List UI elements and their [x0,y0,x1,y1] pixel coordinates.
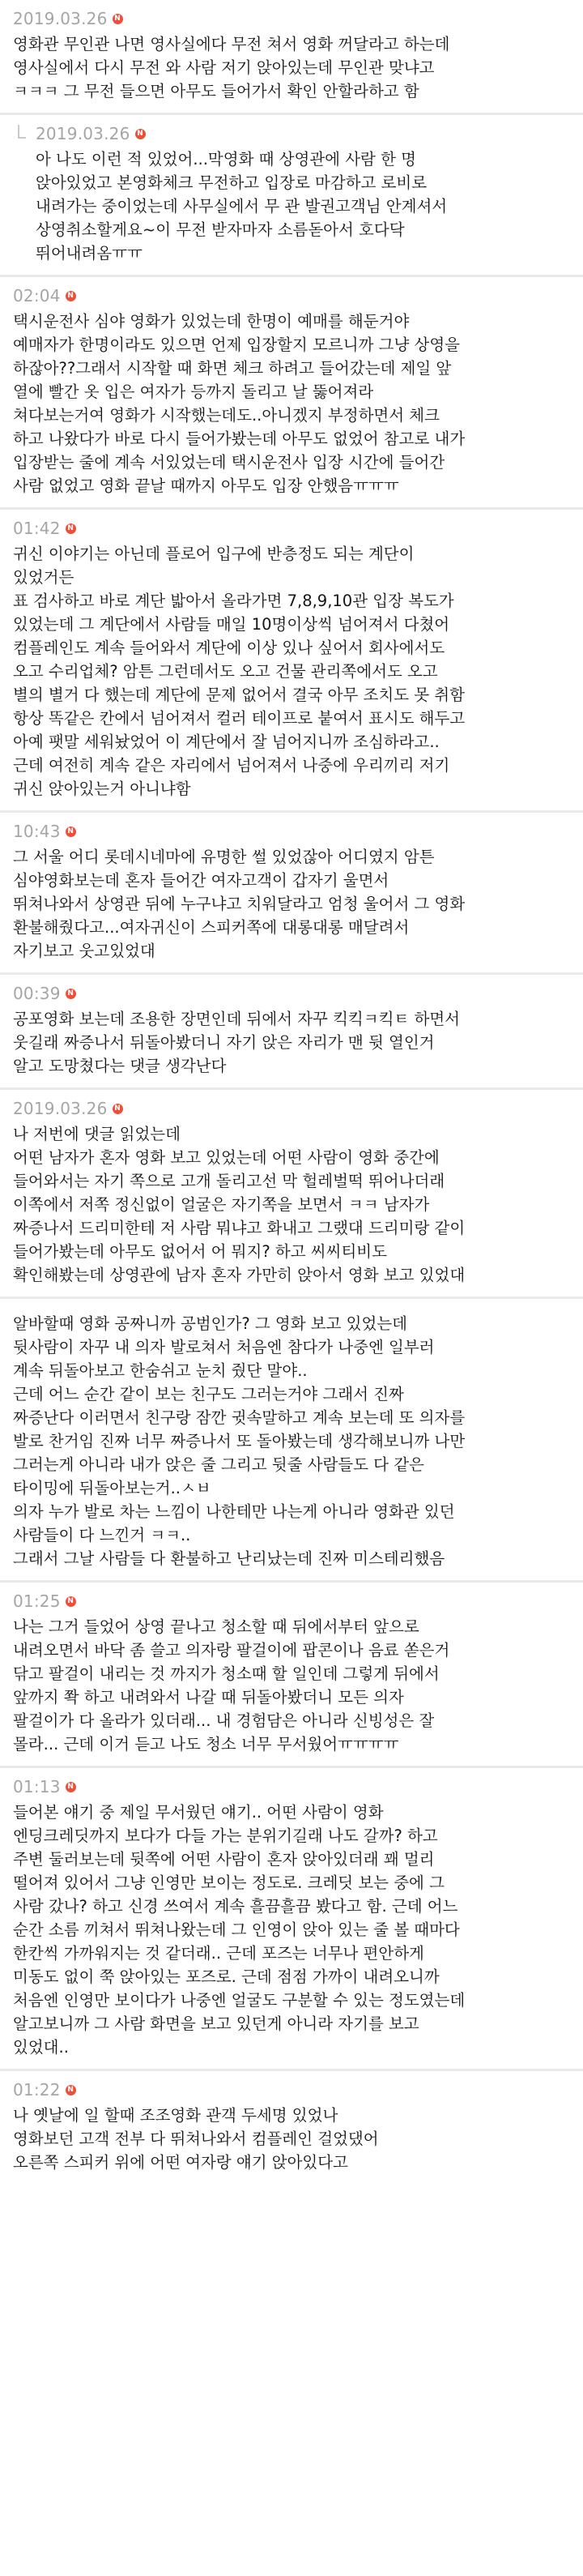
new-badge-icon: N [66,2085,76,2095]
new-badge-icon: N [66,1782,76,1792]
comment-meta [13,1776,570,1797]
comment-item [0,510,583,813]
new-badge-icon: N [66,523,76,534]
reply-item [0,115,583,277]
comment-meta [13,821,570,842]
comment-text: 아 나도 이런 적 있었어...막영화 때 상영관에 사람 한 명 앉아있었고 본영화체크 무전하고 입장로 마감하고 로비로 내려가는 중이었는데 사무실에서 무 관 발권고객님 안계셔서 상영취소할게요~이 무전 받자마자 소름돋아서 호다닥 뛰어내려옴ㅠㅠ [36,150,448,263]
comment-timestamp: 2019.03.26 [36,124,130,143]
comment-item [0,1768,583,2071]
comment-item [0,1583,583,1768]
comment-text: 나는 그거 들었어 상영 끝나고 청소할 때 뒤에서부터 앞으로 내려오면서 바닥 좀 쓸고 의자랑 팔걸이에 팝콘이나 음료 쏟은거 닦고 팔걸이 내리는 것 까지가 청소때 할 일인데 그렇게 뒤에서 앞까지 쫙 하고 내려와서 나갈 때 뒤돌아봤더니 모든 의자 팔걸이가 다 올라가 있더래... 내 경험담은 아니라 신빙성은 잘 몰라... 근데 이거 듣고 나도 청소 너무 무서웠어ㅠㅠㅠㅠ [13,1617,450,1754]
comment-item [0,975,583,1090]
new-badge-icon: N [66,989,76,999]
comment-timestamp: 02:04 [13,286,61,305]
new-badge-icon: N [66,827,76,837]
comment-text: 귀신 이야기는 아닌데 플로어 입구에 반층정도 되는 계단이 있었거든 표 검사하고 바로 계단 밟아서 올라가면 7,8,9,10관 입장 복도가 있었는데 그 계단에서 사람들 매일 10명이상씩 넘어져서 다쳤어 컴플레인도 계속 들어와서 계단에 이상 있나 싶어서 회사에서도 오고 수리업체? 암튼 그런데서도 오고 건물 관리쪽에서도 오고 별의 별거 다 했는데 계단에 문제 없어서 결국 아무 조치도 못 취함 항상 똑같은 칸에서 넘어져서 컬러 테이프로 붙여서 표시도 해두고 아예 팻말 세워놨었어 이 계단에서 잘 넘어지니까 조심하라고.. 근데 여전히 계속 같은 자리에서 넘어져서 나중에 우리끼리 저기 귀신 앉아있는거 아니냐함 [13,545,466,798]
comment-timestamp: 01:22 [13,2080,61,2100]
comment-item [0,813,583,975]
comment-item [0,1090,583,1299]
comment-text: 알바할때 영화 공짜니까 공범인가? 그 영화 보고 있었는데 뒷사람이 자꾸 내 의자 발로쳐서 처음엔 참다가 나중엔 일부러 계속 뒤돌아보고 한숨쉬고 눈치 줬단 말야.. 근데 어느 순간 같이 보는 친구도 그러는거야 그래서 진짜 짜증난다 이러면서 친구랑 잠깐 귓속말하고 계속 보는데 또 의자를 발로 찬거임 진짜 너무 짜증나서 또 돌아봤는데 생각해보니까 나만 그러는게 아니라 내가 앉은 줄 그리고 뒷줄 사람들도 다 같은 타이밍에 뒤돌아보는거..ㅅㅂ 의자 누가 발로 차는 느낌이 나한테만 나는게 아니라 영화관 있던 사람들이 다 느낀거 ㅋㅋ.. 그래서 그날 사람들 다 환불하고 난리났는데 진짜 미스테리했음 [13,1314,466,1568]
comment-timestamp: 2019.03.26 [13,9,108,28]
comment-meta [36,123,570,144]
comment-item [0,1299,583,1583]
comment-text: 영화관 무인관 나면 영사실에다 무전 쳐서 영화 꺼달라고 하는데 영사실에서 다시 무전 와 사람 저기 앉아있는데 무인관 맞냐고 ㅋㅋㅋ 그 무전 들으면 아무도 들어가서 확인 안할라하고 함 [13,35,450,100]
comment-meta [13,285,570,306]
comment-timestamp: 01:13 [13,1777,61,1796]
new-badge-icon: N [113,1104,123,1114]
comment-item [0,277,583,510]
comment-meta [13,8,570,29]
comment-meta [13,983,570,1004]
comment-meta [13,2079,570,2100]
comment-meta [13,518,570,539]
comment-text: 택시운전사 심야 영화가 있었는데 한명이 예매를 해둔거야 예매자가 한명이라도 있으면 언제 입장할지 모르니까 그냥 상영을 하잖아??그래서 시작할 때 화면 체크 하려고 들어갔는데 제일 앞 열에 빨간 옷 입은 여자가 등까지 돌리고 날 뚫어져라 쳐다보는거여 영화가 시작했는데도..아니겠지 부정하면서 체크 하고 나왔다가 바로 다시 들어가봤는데 아무도 없었어 참고로 내가 입장받는 줄에 계속 서있었는데 택시운전사 입장 시간에 들어간 사람 없었고 영화 끝날 때까지 아무도 입장 안했음ㅠㅠㅠ [13,312,466,495]
comment-timestamp: 01:42 [13,519,61,538]
comment-text: 그 서울 어디 롯데시네마에 유명한 썰 있었잖아 어디였지 암튼 심야영화보는데 혼자 들어간 여자고객이 갑자기 울면서 뛰쳐나와서 상영관 뒤에 누구냐고 치워달라고 엄청 울어서 그 영화 환불해줬다고...여자귀신이 스피커쪽에 대롱대롱 매달려서 자기보고 웃고있었대 [13,848,466,960]
comment-text: 나 옛날에 일 할때 조조영화 관객 두세명 있었나 영화보던 고객 전부 다 뛰쳐나와서 컴플레인 걸었댔어 오른쪽 스피커 위에 어떤 여자랑 얘기 앉아있다고 [13,2106,379,2172]
comment-meta [13,1591,570,1612]
comment-meta [13,1098,570,1119]
comment-timestamp: 01:25 [13,1591,61,1611]
new-badge-icon: N [66,291,76,301]
comment-timestamp: 10:43 [13,822,61,841]
comment-text: 들어본 얘기 중 제일 무서웠던 얘기.. 어떤 사람이 영화 엔딩크레딧까지 보다가 다들 가는 분위기길래 나도 갈까? 하고 주변 둘러보는데 뒷쪽에 어떤 사람이 혼자 앉아있더래 꽤 멀리 떨어져 있어서 그냥 인영만 보이는 정도로. 크레딧 보는 중에 그 사람 갔나? 하고 신경 쓰여서 계속 흘끔흘끔 봤다고 함. 근데 어느 순간 소름 끼쳐서 뛰쳐나왔는데 그 인영이 앉아 있는 줄 볼 때마다 한칸씩 가까워지는 것 같더래.. 근데 포즈는 너무나 편안하게 미동도 없이 쭉 앉아있는 포즈로. 근데 점점 가까이 내려오니까 처음엔 인영만 보이다가 나중엔 얼굴도 구분할 수 있는 정도였는데 알고보니까 그 사람 화면을 보고 있던게 아니라 자기를 보고 있었대.. [13,1803,466,2057]
comment-timestamp: 00:39 [13,984,61,1003]
new-badge-icon: N [66,1596,76,1607]
comment-item [0,0,583,115]
comment-text: 나 저번에 댓글 읽었는데 어떤 남자가 혼자 영화 보고 있었는데 어떤 사람이 영화 중간에 들어와서는 자기 쪽으로 고개 돌리고선 막 헐레벌떡 뛰어나더래 이쪽에서 저쪽 정신없이 얼굴은 자기쪽을 보면서 ㅋㅋ 남자가 짜증나서 드리미한테 저 사람 뭐냐고 화내고 그랬대 드리미랑 같이 들어가봤는데 아무도 없어서 어 뭐지? 하고 씨씨티비도 확인해봤는데 상영관에 남자 혼자 가만히 앉아서 영화 보고 있었대 [13,1125,466,1284]
comment-text: 공포영화 보는데 조용한 장면인데 뒤에서 자꾸 킥킥ㅋ킥ㅌ 하면서 웃길래 짜증나서 뒤돌아봤더니 자기 앉은 자리가 맨 뒷 열인거 알고 도망쳤다는 댓글 생각난다 [13,1010,460,1075]
new-badge-icon: N [113,14,123,24]
comment-item [0,2071,583,2184]
comment-timestamp: 2019.03.26 [13,1099,108,1118]
reply-arrow-icon [18,125,26,141]
new-badge-icon: N [135,129,146,139]
